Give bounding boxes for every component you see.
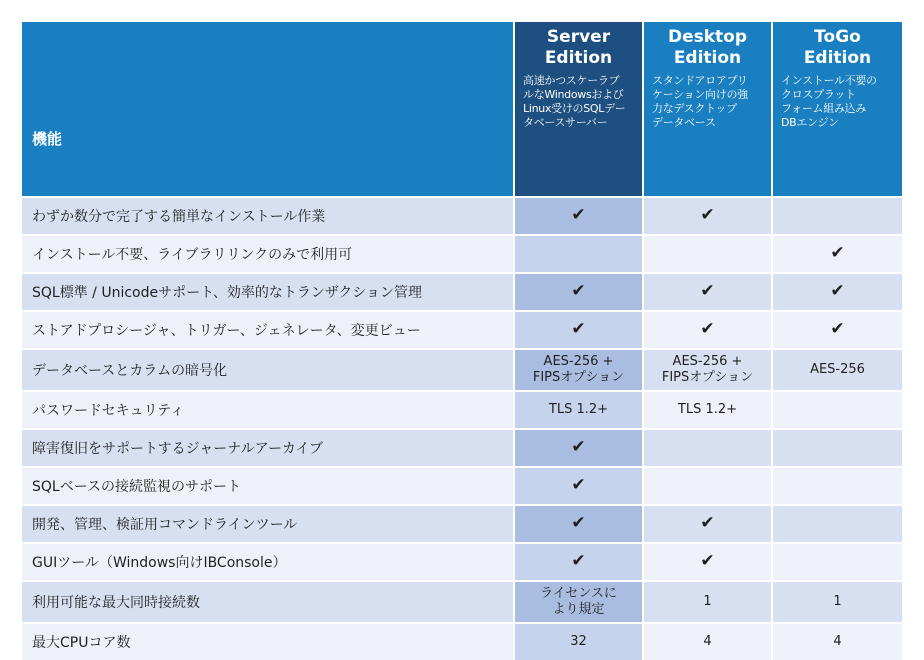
feature-cell: パスワードセキュリティ (22, 391, 514, 429)
edition-comparison-table-wrapper (22, 22, 902, 660)
server-value-cell: 32 (514, 623, 643, 660)
togo-value-cell: AES-256 (772, 349, 902, 391)
table-row (22, 543, 902, 581)
table-row (22, 429, 902, 467)
checkmark-icon: ✔ (830, 319, 845, 339)
feature-cell: GUIツール（Windows向けIBConsole） (22, 543, 514, 581)
checkmark-icon: ✔ (700, 513, 715, 533)
togo-value-cell: 4 (772, 623, 902, 660)
table-row (22, 197, 902, 235)
desktop-value-cell: 4 (643, 623, 772, 660)
server-value-line: FIPSオプション (532, 370, 625, 385)
checkmark-icon: ✔ (571, 551, 586, 571)
feature-column-label: 機能 (32, 129, 63, 148)
server-edition-description: 高速かつスケーラブ ルなWindowsおよび Linux受けのSQLデー タベースサーバー (523, 74, 626, 129)
togo-edition-name: ToGo Edition (803, 27, 872, 68)
feature-cell: SQLベースの接続監視のサポート (22, 467, 514, 505)
server-value-cell: TLS 1.2+ (514, 391, 643, 429)
checkmark-icon: ✔ (571, 281, 586, 301)
server-value-cell (514, 197, 643, 235)
server-value-cell (514, 311, 643, 349)
server-value-line: より規定 (552, 602, 605, 617)
table-row (22, 235, 902, 273)
table-row (22, 467, 902, 505)
table-row (22, 311, 902, 349)
table-row (22, 273, 902, 311)
togo-value-cell (772, 391, 902, 429)
checkmark-icon: ✔ (830, 243, 845, 263)
server-value-cell (514, 467, 643, 505)
checkmark-icon: ✔ (571, 475, 586, 495)
table-row (22, 623, 902, 660)
feature-cell: SQL標準 / Unicodeサポート、効率的なトランザクション管理 (22, 273, 514, 311)
table-row (22, 505, 902, 543)
desktop-value-cell (643, 505, 772, 543)
desktop-value-line: AES-256 + (672, 354, 743, 369)
table-row (22, 349, 902, 391)
desktop-value-cell (643, 273, 772, 311)
togo-value-cell (772, 429, 902, 467)
edition-comparison-table (22, 22, 902, 660)
desktop-edition-name: Desktop Edition (667, 27, 748, 68)
togo-value-cell (772, 197, 902, 235)
feature-cell: 最大CPUコア数 (22, 623, 514, 660)
checkmark-icon: ✔ (700, 319, 715, 339)
togo-edition-header (772, 22, 902, 197)
desktop-value-cell (643, 349, 772, 391)
checkmark-icon: ✔ (571, 513, 586, 533)
table-row (22, 581, 902, 623)
server-value-cell (514, 273, 643, 311)
server-value-cell (514, 429, 643, 467)
desktop-value-cell (643, 543, 772, 581)
feature-cell: インストール不要、ライブラリリンクのみで利用可 (22, 235, 514, 273)
checkmark-icon: ✔ (830, 281, 845, 301)
server-value-cell (514, 543, 643, 581)
togo-value-cell (772, 543, 902, 581)
feature-cell: ストアドプロシージャ、トリガー、ジェネレータ、変更ビュー (22, 311, 514, 349)
server-value-line: AES-256 + (543, 354, 614, 369)
table-header-row (22, 22, 902, 197)
desktop-value-cell (643, 311, 772, 349)
togo-value-cell (772, 467, 902, 505)
server-value-cell (514, 581, 643, 623)
server-edition-name: Server Edition (544, 27, 613, 68)
server-value-line: ライセンスに (540, 586, 617, 601)
feature-cell: 障害復旧をサポートするジャーナルアーカイブ (22, 429, 514, 467)
feature-cell: データベースとカラムの暗号化 (22, 349, 514, 391)
table-row (22, 391, 902, 429)
togo-value-cell (772, 505, 902, 543)
desktop-value-cell (643, 235, 772, 273)
server-value-cell (514, 505, 643, 543)
desktop-value-cell (643, 197, 772, 235)
togo-edition-description: インストール不要の クロスプラット フォーム組み込み DBエンジン (781, 74, 877, 129)
feature-cell: 開発、管理、検証用コマンドラインツール (22, 505, 514, 543)
desktop-edition-header (643, 22, 772, 197)
feature-cell: 利用可能な最大同時接続数 (22, 581, 514, 623)
checkmark-icon: ✔ (571, 205, 586, 225)
desktop-value-cell: TLS 1.2+ (643, 391, 772, 429)
server-value-cell (514, 235, 643, 273)
table-body (22, 197, 902, 660)
desktop-value-line: FIPSオプション (661, 370, 754, 385)
feature-cell: わずか数分で完了する簡単なインストール作業 (22, 197, 514, 235)
togo-value-cell (772, 235, 902, 273)
server-edition-header (514, 22, 643, 197)
checkmark-icon: ✔ (571, 437, 586, 457)
desktop-value-cell (643, 467, 772, 505)
feature-column-header (22, 22, 514, 197)
checkmark-icon: ✔ (700, 281, 715, 301)
desktop-edition-description: スタンドアロアプリ ケーション向けの強 力なデスクトップ データベース (652, 74, 748, 129)
checkmark-icon: ✔ (571, 319, 586, 339)
togo-value-cell: 1 (772, 581, 902, 623)
server-value-cell (514, 349, 643, 391)
desktop-value-cell (643, 429, 772, 467)
checkmark-icon: ✔ (700, 551, 715, 571)
desktop-value-cell: 1 (643, 581, 772, 623)
togo-value-cell (772, 311, 902, 349)
checkmark-icon: ✔ (700, 205, 715, 225)
togo-value-cell (772, 273, 902, 311)
